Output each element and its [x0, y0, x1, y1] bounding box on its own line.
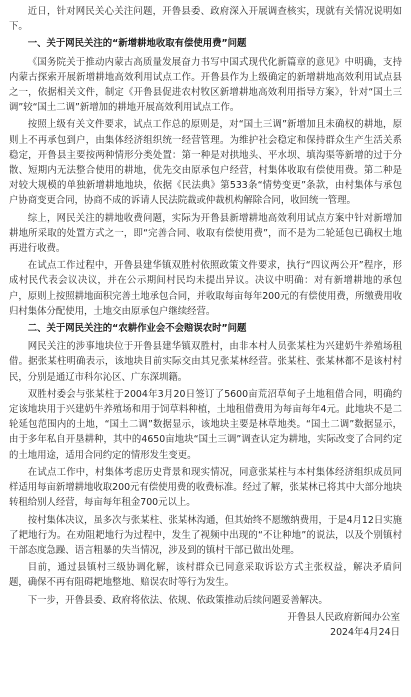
section2-paragraph-4: 按村集体决议，虽多次与张某柱、张某林沟通，但其始终不愿缴纳费用，于是4月12日实施了耙地行为。在劝阻耙地行为过程中，发生了视频中出现的“不让种地”的说法，以及个别镇村干部态度急躁、语言粗暴的失当情况，涉及到的镇村干部已做出处理。 — [9, 514, 402, 556]
section1-paragraph-1: 《国务院关于推动内蒙古高质量发展奋力书写中国式现代化新篇章的意见》中明确，支持内蒙古探索开展新增耕地高效利用试点工作。开鲁县作为上级确定的新增耕地高效利用试点县之一，依据相关文件，制定《开鲁县促进农村牧区新增耕地高效利用指导方案》，针对“国土三调”较“国土二调”新增加的耕地开展高效利用试点工作。 — [9, 56, 402, 114]
section-heading-1: 一、关于网民关注的“新增耕地收取有偿使用费”问题 — [27, 38, 247, 50]
section2-paragraph-1: 网民关注的涉事地块位于开鲁县建华镇双胜村，由非本村人员张某柱为兴建奶牛养殖场租借。据张某柱明确表示，该地块目前实际交由其兄张某林经营。张某柱、张某林都不是该村村民，分别是通辽市科尔沁区、广东深圳籍。 — [9, 341, 402, 383]
closing-paragraph: 下一步，开鲁县委、政府将依法、依规、依政策推动后续问题妥善解决。 — [27, 594, 328, 606]
section2-paragraph-3: 在试点工作中，村集体考虑历史背景和现实情况，同意张某柱与本村集体经济组织成员同样适用每亩新增耕地收取200元有偿使用费的收费标准。经过了解，张某林已将其中大部分地块转租给别人经营，每亩每年租金700元以上。 — [9, 466, 402, 509]
section1-paragraph-2: 按照上级有关文件要求，试点工作总的原则是，对“国土三调”新增加且未确权的耕地，原则上不再承包到户，由集体经济组织统一经营管理。为维护社会稳定和保持群众生产生活关系稳定，开鲁县主要按两种情形分类处置：第一种是对拱地头、平水坝、填沟渠等新增的过于分散、短期内无法整合使用的耕地，优先交由原承包户经营，村集体收取有偿使用费。第二种是对较大规模的单独新增耕地地块，依据《民法典》第533条“情势变更”条款，由村集体与承包户协商变更合同，协商不成的诉请人民法院裁或仲裁机构解除合同，收回统一管理。 — [9, 119, 402, 207]
signature-org: 开鲁县人民政府新闻办公室 — [287, 611, 400, 623]
signature-date: 2024年4月24日 — [330, 626, 400, 638]
section1-paragraph-3: 综上，网民关注的耕地收费问题，实际为开鲁县新增耕地高效利用试点方案中针对新增加耕地所采取的处置方式之一，即“完善合同、收取有偿使用费”，而不是为二轮延包已确权土地再进行收费。 — [9, 212, 402, 255]
section1-paragraph-4: 在试点工作过程中，开鲁县建华镇双胜村依照政策文件要求，执行“四议两公开”程序，形成村民代表会议决议，并在公示期间村民均未提出异议。决议中明确：对有新增耕地的承包户，原则上按照耕地面积完善土地承包合同，并收取每亩每年200元的有偿使用费，所缴费用收归村集体分配使用，土地交由原承包户继续经营。 — [9, 260, 402, 317]
section-heading-2: 二、关于网民关注的“农耕作业会不会赔误农时”问题 — [27, 323, 247, 335]
section2-paragraph-5: 目前，通过县镇村三级协调化解，该村群众已同意采取诉讼方式主张权益，解决矛盾问题，确保不再有阻碍耙地整地、赔误农时等行为发生。 — [9, 562, 402, 589]
intro-paragraph: 近日，针对网民关心关注问题，开鲁县委、政府深入开展调查核实，现就有关情况说明如下。 — [9, 6, 402, 33]
section2-paragraph-2: 双胜村委会与张某柱于2004年3月20日签订了5600亩荒沼草甸子土地租借合同，明确约定该地块用于兴建奶牛养殖场和用于饲草料种植，土地租借费用为每亩每年4元。此地块不是二轮延包范围内的土地，“国土二调”数据显示，该地块主要是林草地类。“国土二调”数据显示，由于多年私自开垦耕种，其中的4650亩地块“国土三调”调查认定为耕地，实际改变了合同约定的土地用途，适用合同约定的情形发生变更。 — [9, 388, 402, 461]
